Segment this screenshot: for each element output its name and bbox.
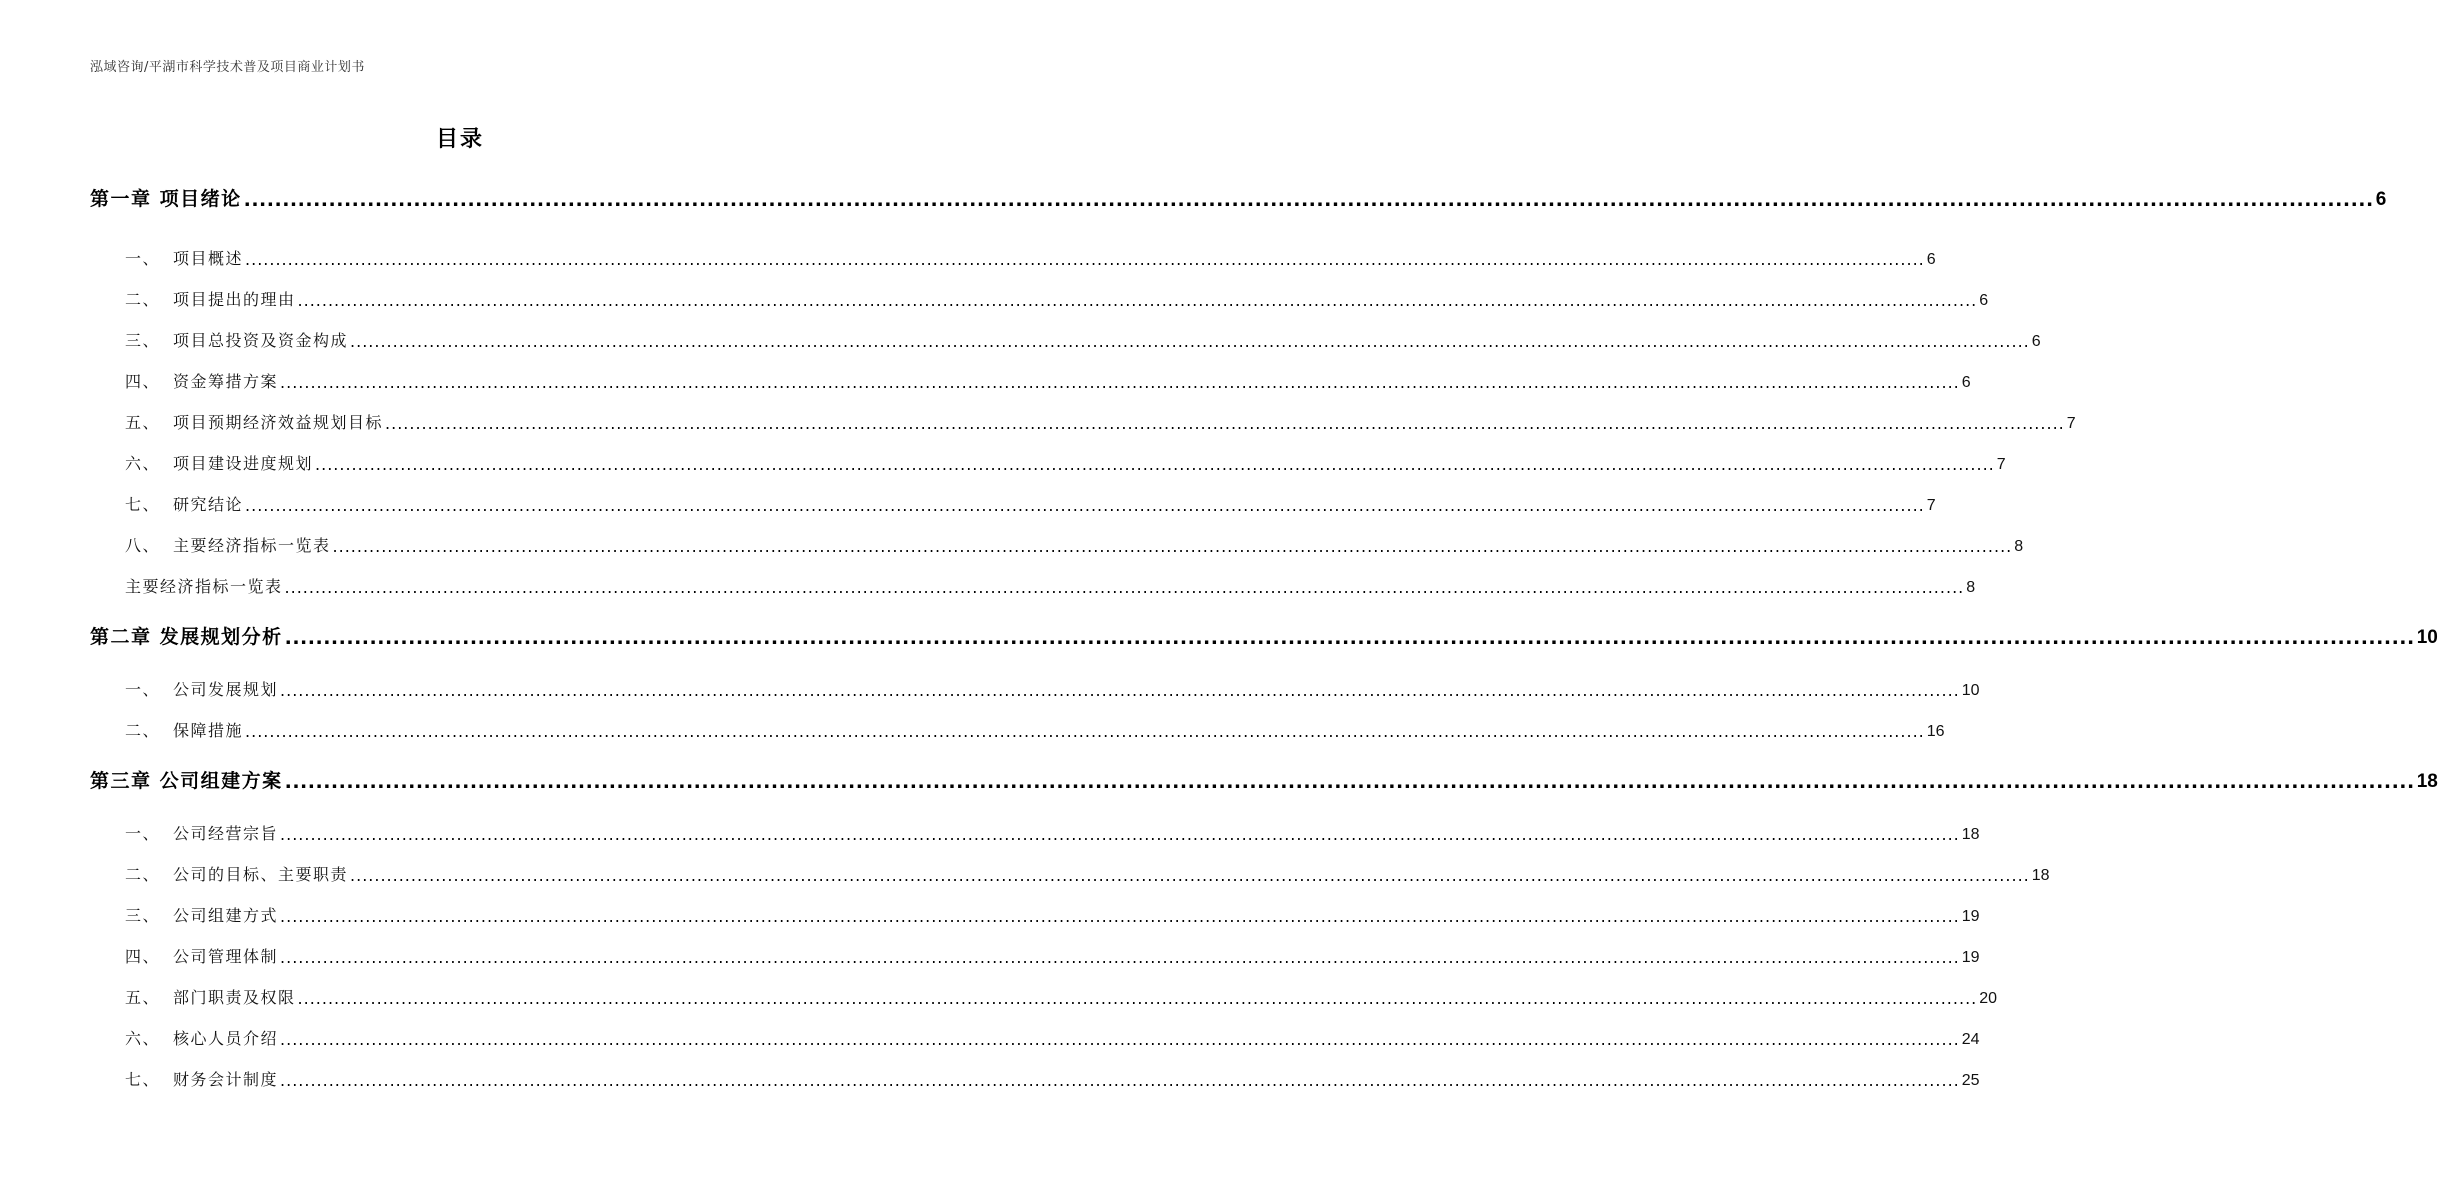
toc-section[interactable] xyxy=(125,862,2050,885)
running-header: 泓域咨询/平湖市科学技术普及项目商业计划书 xyxy=(90,60,365,75)
toc-section[interactable] xyxy=(125,1026,1980,1049)
dot-leader: .................................................................................................................................................................................................................................................................................... xyxy=(284,627,2415,649)
page-number: 8 xyxy=(2014,538,2024,555)
section-title: 公司组建方式 xyxy=(173,906,279,925)
page-number: 18 xyxy=(1961,826,1980,843)
page-number: 16 xyxy=(1926,723,1945,740)
section-title: 公司发展规划 xyxy=(173,680,279,699)
section-title: 资金筹措方案 xyxy=(173,372,279,391)
section-title: 项目总投资及资金构成 xyxy=(173,331,349,350)
toc-section[interactable] xyxy=(125,903,1980,926)
section-title: 财务会计制度 xyxy=(173,1070,279,1089)
page-number: 7 xyxy=(2066,415,2076,432)
section-number: 一、 xyxy=(125,680,161,699)
section-title: 公司经营宗旨 xyxy=(173,824,279,843)
section-number: 二、 xyxy=(125,290,161,309)
page-number: 10 xyxy=(1961,682,1980,699)
dot-leader: .................................................................................................................................................................................................................................................................................... xyxy=(385,414,2065,433)
section-title: 主要经济指标一览表 xyxy=(173,536,331,555)
page-number: 19 xyxy=(1961,949,1980,966)
toc-section[interactable] xyxy=(125,677,1980,700)
toc-chapter-3[interactable] xyxy=(90,766,2438,793)
section-number: 一、 xyxy=(125,249,161,268)
page-number: 18 xyxy=(2416,771,2438,792)
dot-leader: .................................................................................................................................................................................................................................................................................... xyxy=(280,1071,1960,1090)
dot-leader: .................................................................................................................................................................................................................................................................................... xyxy=(280,948,1960,967)
section-number: 五、 xyxy=(125,988,161,1007)
dot-leader: .................................................................................................................................................................................................................................................................................... xyxy=(280,907,1960,926)
dot-leader: .................................................................................................................................................................................................................................................................................... xyxy=(350,866,2030,885)
section-number: 四、 xyxy=(125,372,161,391)
dot-leader: .................................................................................................................................................................................................................................................................................... xyxy=(350,332,2030,351)
section-number: 六、 xyxy=(125,1029,161,1048)
dot-leader: .................................................................................................................................................................................................................................................................................... xyxy=(315,455,1995,474)
section-number: 六、 xyxy=(125,454,161,473)
section-number: 二、 xyxy=(125,721,161,740)
toc-section[interactable] xyxy=(125,410,2076,433)
section-number: 二、 xyxy=(125,865,161,884)
toc-chapter-1[interactable] xyxy=(90,184,2387,211)
page-number: 24 xyxy=(1961,1031,1980,1048)
toc-title: 目录 xyxy=(435,127,484,152)
toc-section[interactable] xyxy=(125,718,1945,741)
section-title: 公司管理体制 xyxy=(173,947,279,966)
chapter-title: 第一章 项目绪论 xyxy=(90,188,242,210)
section-title: 项目提出的理由 xyxy=(173,290,296,309)
section-number: 七、 xyxy=(125,495,161,514)
toc-section[interactable] xyxy=(125,821,1980,844)
section-title: 公司的目标、主要职责 xyxy=(173,865,349,884)
section-number: 七、 xyxy=(125,1070,161,1089)
dot-leader: .................................................................................................................................................................................................................................................................................... xyxy=(280,1030,1960,1049)
page-number: 19 xyxy=(1961,908,1980,925)
toc-section[interactable] xyxy=(125,246,1936,269)
section-number: 四、 xyxy=(125,947,161,966)
chapter-title: 第二章 发展规划分析 xyxy=(90,626,283,648)
dot-leader: .................................................................................................................................................................................................................................................................................... xyxy=(280,825,1960,844)
dot-leader: .................................................................................................................................................................................................................................................................................... xyxy=(280,681,1960,700)
section-title: 项目概述 xyxy=(173,249,244,268)
page-number: 6 xyxy=(1961,374,1971,391)
page-number: 6 xyxy=(1979,292,1989,309)
page-number: 20 xyxy=(1979,990,1998,1007)
toc-section[interactable] xyxy=(125,287,1989,310)
dot-leader: .................................................................................................................................................................................................................................................................................... xyxy=(297,989,1978,1008)
toc-section[interactable] xyxy=(125,369,1971,392)
toc-section[interactable] xyxy=(125,451,2006,474)
page-number: 10 xyxy=(2416,627,2438,648)
page-number: 7 xyxy=(1926,497,1936,514)
dot-leader: .................................................................................................................................................................................................................................................................................... xyxy=(245,250,1925,269)
page-number: 18 xyxy=(2031,867,2050,884)
section-number: 五、 xyxy=(125,413,161,432)
toc-section[interactable] xyxy=(125,985,1998,1008)
section-number: 八、 xyxy=(125,536,161,555)
page-number: 8 xyxy=(1966,579,1976,596)
chapter-title: 第三章 公司组建方案 xyxy=(90,770,283,792)
toc-section[interactable] xyxy=(125,533,2024,556)
dot-leader: .................................................................................................................................................................................................................................................................................... xyxy=(245,496,1925,515)
dot-leader: .................................................................................................................................................................................................................................................................................... xyxy=(245,722,1925,741)
page-number: 25 xyxy=(1961,1072,1980,1089)
page-number: 6 xyxy=(1926,251,1936,268)
dot-leader: .................................................................................................................................................................................................................................................................................... xyxy=(243,189,2374,211)
section-title: 主要经济指标一览表 xyxy=(125,577,283,596)
toc-section[interactable] xyxy=(125,328,2041,351)
section-title: 项目预期经济效益规划目标 xyxy=(173,413,384,432)
dot-leader: .................................................................................................................................................................................................................................................................................... xyxy=(297,291,1978,310)
section-title: 核心人员介绍 xyxy=(173,1029,279,1048)
dot-leader: .................................................................................................................................................................................................................................................................................... xyxy=(332,537,2013,556)
section-number: 一、 xyxy=(125,824,161,843)
section-number: 三、 xyxy=(125,331,161,350)
page-number: 6 xyxy=(2375,189,2387,210)
toc-section[interactable] xyxy=(125,574,1976,597)
toc-section[interactable] xyxy=(125,944,1980,967)
dot-leader: .................................................................................................................................................................................................................................................................................... xyxy=(284,578,1965,597)
page-number: 6 xyxy=(2031,333,2041,350)
toc-section[interactable] xyxy=(125,1067,1980,1090)
section-title: 项目建设进度规划 xyxy=(173,454,314,473)
toc-section[interactable] xyxy=(125,492,1936,515)
section-title: 部门职责及权限 xyxy=(173,988,296,1007)
section-number: 三、 xyxy=(125,906,161,925)
section-title: 保障措施 xyxy=(173,721,244,740)
toc-chapter-2[interactable] xyxy=(90,622,2438,649)
dot-leader: .................................................................................................................................................................................................................................................................................... xyxy=(284,771,2415,793)
page-number: 7 xyxy=(1996,456,2006,473)
section-title: 研究结论 xyxy=(173,495,244,514)
dot-leader: .................................................................................................................................................................................................................................................................................... xyxy=(280,373,1960,392)
